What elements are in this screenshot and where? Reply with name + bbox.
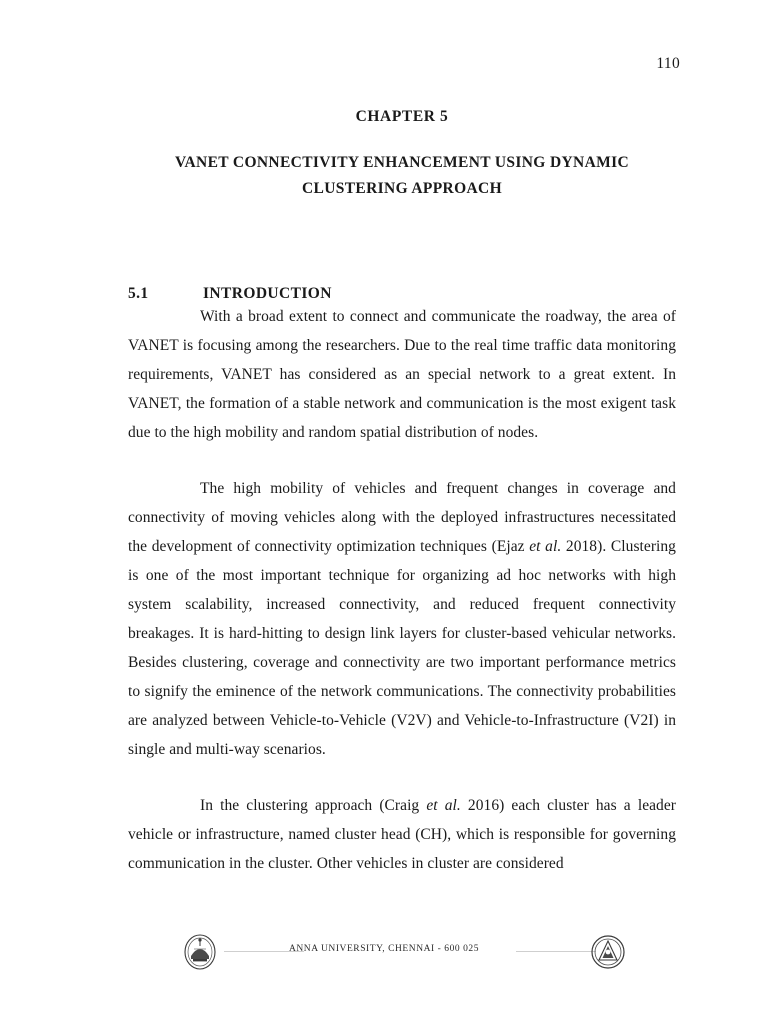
chapter-title-line-2: CLUSTERING APPROACH (302, 179, 502, 197)
anna-university-emblem-icon (180, 932, 220, 972)
chapter-title-line-1: VANET CONNECTIVITY ENHANCEMENT USING DYNAMIC (174, 154, 630, 171)
chapter-title (137, 150, 667, 201)
paragraph-3-text-a: In the clustering approach (Craig (200, 796, 427, 814)
paragraph-3 (128, 792, 676, 879)
section-title: INTRODUCTION (203, 285, 332, 303)
paragraph-2 (128, 475, 676, 765)
paragraph-2-text-b: 2018). Clustering is one of the most important technique for organizing ad hoc networks with high system scalability, increased connectivity, and reduced frequent connectivity breakages. It is hard-hitting to design link layers for cluster-based vehicular networks. Besides clustering, coverage and connectivity are two important performance metrics to signify the eminence of the network communications. The connectivity probabilities are analyzed between Vehicle-to-Vehicle (V2V) and Vehicle-to-Infrastructure (V2I) in single and multi-way scenarios. (128, 538, 676, 758)
footer-text: ANNA UNIVERSITY, CHENNAI - 600 025 (288, 944, 480, 954)
university-seal-emblem-icon (588, 932, 628, 972)
paragraph-2-citation-italic: et al. (529, 538, 562, 556)
paragraph-2-text-a: The high mobility of vehicles and frequent changes in coverage and connectivity of moving vehicles along with the deployed infrastructures necessitated the development of connectivity optimization techniques (Ejaz (128, 480, 676, 556)
paragraph-3-text-b: 2016) each cluster has a leader vehicle or infrastructure, named cluster head (CH), which is responsible for governing communication in the cluster. Other vehicles in cluster are considered (128, 796, 676, 872)
page-number: 110 (656, 55, 680, 72)
paragraph-1: With a broad extent to connect and communicate the roadway, the area of VANET is focusing among the researchers. Due to the real time traffic data monitoring requirements, VANET has considered as an special network to a great extent. In VANET, the formation of a stable network and communication is the most exigent task due to the high mobility and random spatial distribution of nodes. (128, 308, 676, 442)
section-number: 5.1 (128, 285, 149, 303)
chapter-label: CHAPTER 5 (355, 108, 449, 125)
paragraph-3-citation-italic: et al. (426, 796, 461, 814)
section-heading (128, 285, 676, 303)
page-content (128, 108, 676, 879)
page-footer (0, 932, 768, 976)
